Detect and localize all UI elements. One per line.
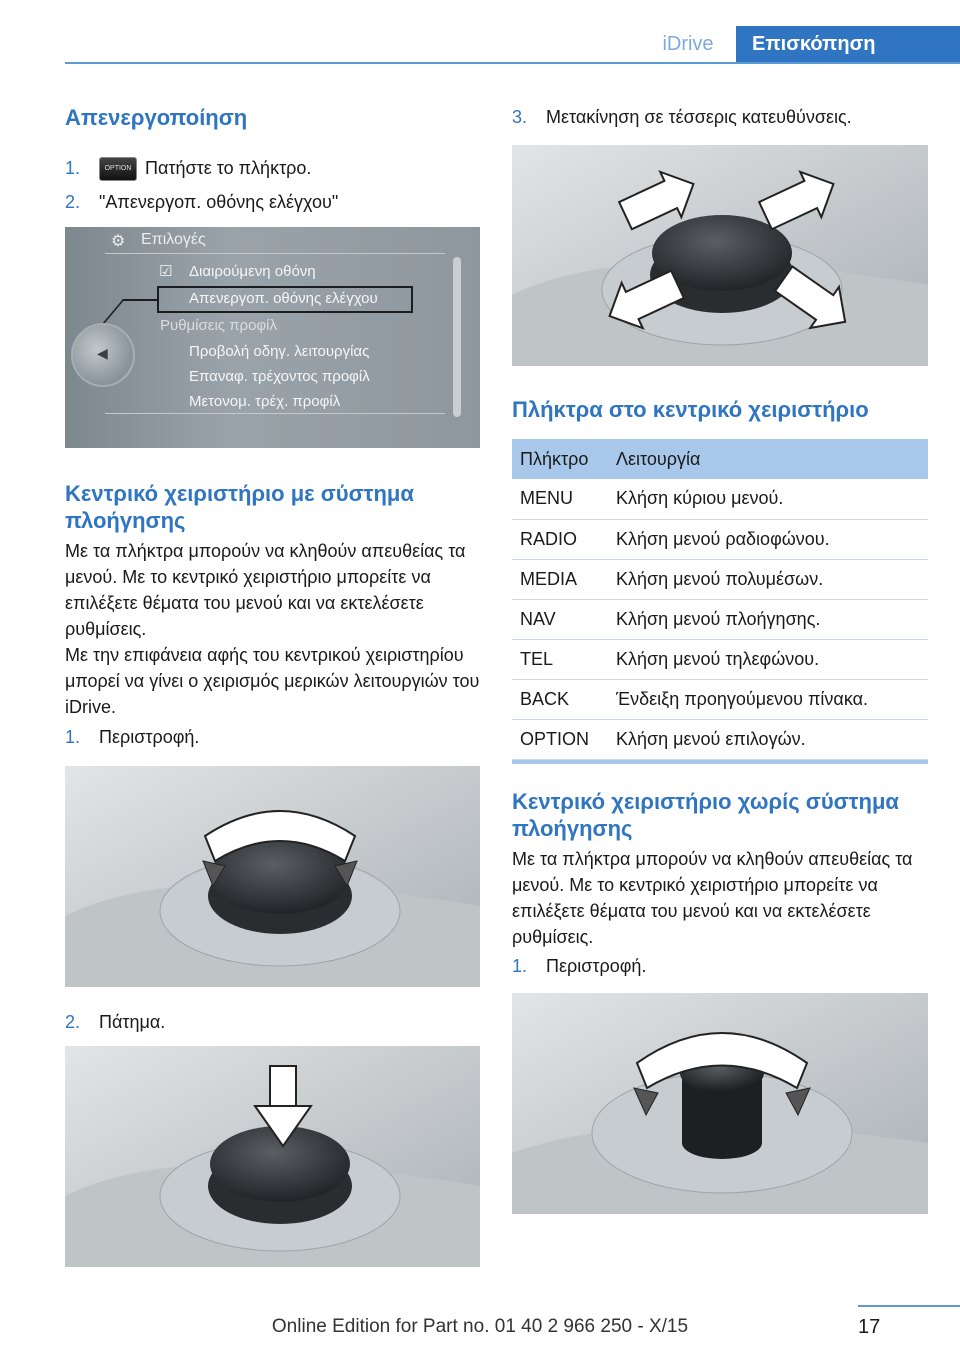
table-row (512, 679, 928, 719)
table-row (512, 519, 928, 559)
scroll-rail (453, 257, 461, 417)
heading-controller-with-nav: Κεντρικό χειριστήριο με σύστημα πλοήγησης (65, 481, 414, 533)
gear-icon: ⚙ (111, 233, 126, 250)
table-cell-key: TEL (512, 639, 608, 679)
heading-controller-keys: Πλήκτρα στο κεντρικό χειριστήριο (512, 397, 869, 422)
step-text: Μετακίνηση σε τέσσερις κατευθύνσεις. (546, 107, 852, 127)
screen-item: Προβολή οδηγ. λειτουργίας (189, 343, 370, 360)
table-header-function: Λειτουργία (608, 439, 928, 479)
table-cell-function: Κλήση μενού ραδιοφώνου. (608, 519, 928, 559)
step-text: Περιστροφή. (99, 727, 200, 747)
controller-rotate-nonav-photo (512, 993, 928, 1214)
step-number: 1. (65, 727, 81, 747)
step-press (65, 1009, 480, 1037)
header-rule (65, 62, 960, 64)
table-cell-function: Κλήση κύριου μενού. (608, 479, 928, 519)
paragraph-touchpad: Με την επιφάνεια αφής του κεντρικού χειριστηρίου μπορεί να γίνει ο χειρισμός μερικών λειτουργιών του iDrive. (65, 645, 480, 717)
table-row (512, 599, 928, 639)
check-icon: ☑ (159, 263, 173, 280)
triangle-left-icon: ◀ (97, 345, 108, 361)
table-cell-key: NAV (512, 599, 608, 639)
table-cell-key: MENU (512, 479, 608, 519)
table-cell-function: Κλήση μενού πολυμέσων. (608, 559, 928, 599)
table-row (512, 559, 928, 599)
header-chapter-tab: Επισκόπηση (736, 26, 960, 64)
screen-item: Ρυθμίσεις προφίλ (160, 317, 277, 334)
paragraph-keys: Με τα πλήκτρα μπορούν να κληθούν απευθείας τα μενού. Με το κεντρικό χειριστήριο μπορείτε να επιλέξετε θέματα του μενού και να εκτελέσετε ρυθμίσεις. (65, 541, 466, 639)
step-rotate-nonav (512, 953, 928, 981)
step-number: 3. (512, 107, 528, 127)
screen-item: Διαιρούμενη οθόνη (189, 263, 316, 280)
screen-title: Επιλογές (141, 231, 206, 248)
screen-item: Επαναφ. τρέχοντος προφίλ (189, 368, 370, 385)
table-header-row (512, 439, 928, 479)
page-number-rule (858, 1305, 960, 1307)
table-bottom-rule (512, 760, 928, 764)
step-text: Πάτημα. (99, 1012, 166, 1032)
table-cell-key: BACK (512, 679, 608, 719)
table-cell-function: Κλήση μενού επιλογών. (608, 719, 928, 759)
controller-rotate-photo (65, 766, 480, 987)
step-deactivate-2 (65, 189, 480, 217)
table-cell-function: Ένδειξη προηγούμενου πίνακα. (608, 679, 928, 719)
step-move (512, 104, 928, 132)
step-text: Πατήστε το πλήκτρο. (145, 158, 312, 178)
step-rotate (65, 724, 480, 752)
step-number: 2. (65, 1012, 81, 1032)
step-number: 1. (65, 158, 81, 178)
controller-move-photo (512, 145, 928, 366)
table-cell-key: RADIO (512, 519, 608, 559)
option-key-icon: OPTION (99, 157, 137, 181)
heading-deactivate: Απενεργοποίηση (65, 105, 248, 130)
keys-table (512, 439, 928, 760)
footer-edition: Online Edition for Part no. 01 40 2 966 250 - X/15 (271, 1316, 689, 1337)
page-number: 17 (858, 1316, 881, 1338)
idrive-options-screen (65, 227, 480, 448)
heading-controller-without-nav: Κεντρικό χειριστήριο χωρίς σύστημα πλοήγησης (512, 789, 899, 841)
header-section-label: iDrive (662, 33, 714, 55)
table-header-key: Πλήκτρο (512, 439, 608, 479)
step-number: 2. (65, 192, 81, 212)
screen-item-selected: Απενεργοπ. οθόνης ελέγχου (189, 290, 378, 307)
paragraph-keys-nonav: Με τα πλήκτρα μπορούν να κληθούν απευθείας τα μενού. Με το κεντρικό χειριστήριο μπορείτε να επιλέξετε θέματα του μενού και να εκτελέσετε ρυθμίσεις. (512, 849, 913, 947)
table-cell-key: OPTION (512, 719, 608, 759)
step-text: "Απενεργοπ. οθόνης ελέγχου" (99, 192, 339, 212)
table-cell-function: Κλήση μενού πλοήγησης. (608, 599, 928, 639)
step-number: 1. (512, 956, 528, 976)
controller-knob (71, 323, 135, 387)
screen-item: Μετονομ. τρέχ. προφίλ (189, 393, 341, 410)
table-cell-key: MEDIA (512, 559, 608, 599)
table-cell-function: Κλήση μενού τηλεφώνου. (608, 639, 928, 679)
table-row (512, 719, 928, 759)
table-row (512, 479, 928, 519)
step-text: Περιστροφή. (546, 956, 647, 976)
step-deactivate-1 (65, 155, 480, 183)
controller-press-photo (65, 1046, 480, 1267)
table-row (512, 639, 928, 679)
